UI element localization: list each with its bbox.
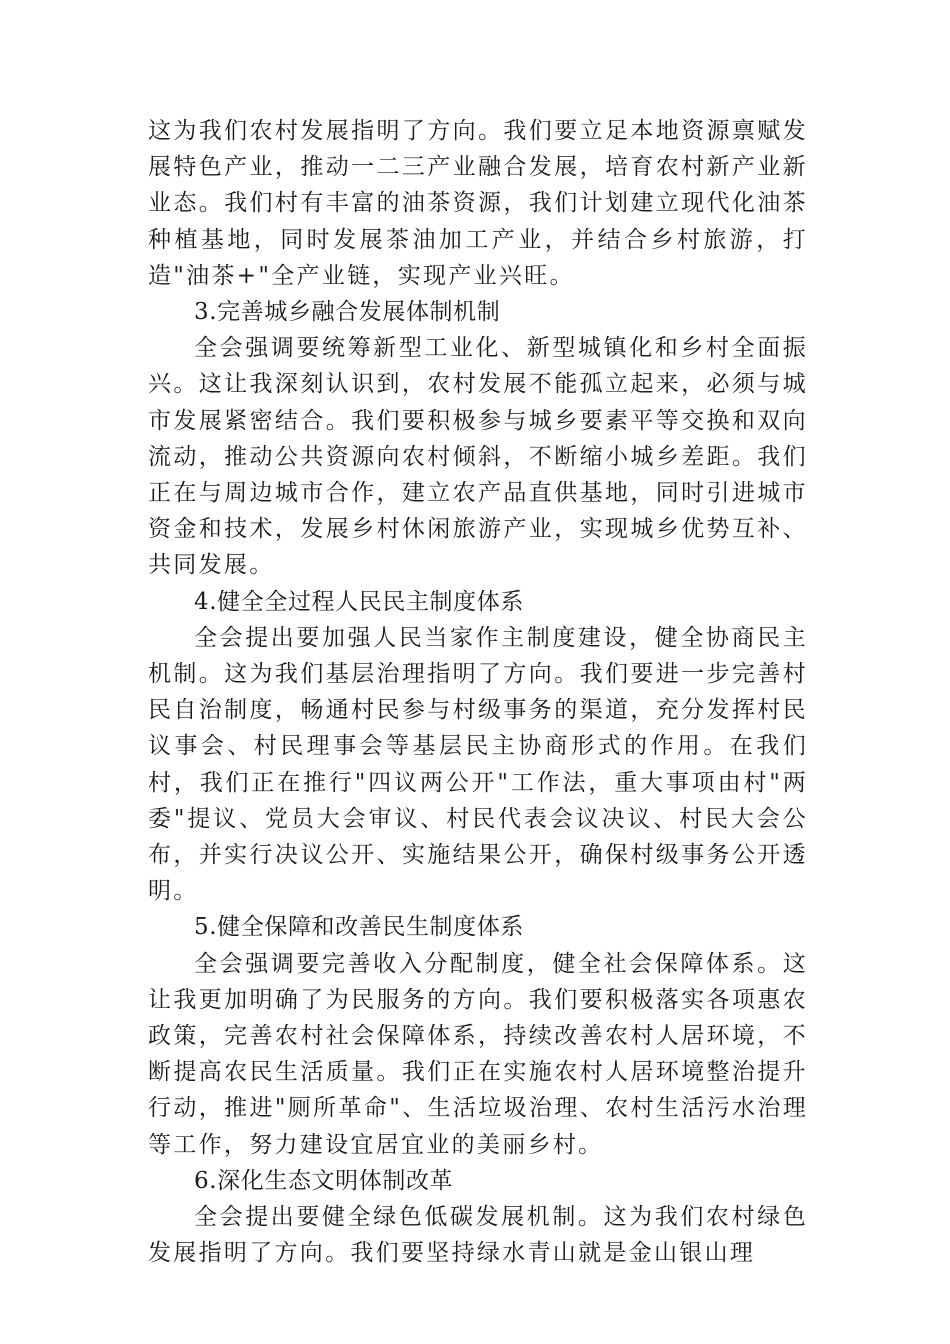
section-heading: 5.健全保障和改善民生制度体系	[194, 914, 524, 941]
section-heading: 6.深化生态文明体制改革	[194, 1167, 454, 1194]
body-paragraph: 全会提出要健全绿色低碳发展机制。这为我们农村绿色发展指明了方向。我们要坚持绿水青山就是金山银山理	[148, 1204, 808, 1267]
section-heading: 4.健全全过程人民民主制度体系	[194, 588, 524, 615]
body-paragraph: 这为我们农村发展指明了方向。我们要立足本地资源禀赋发展特色产业，推动一二三产业融合发展，培育农村新产业新业态。我们村有丰富的油茶资源，我们计划建立现代化油茶种植基地，同时发展茶油加工产业，并结合乡村旅游，打造"油茶+"全产业链，实现产业兴旺。	[148, 118, 808, 289]
body-paragraph: 全会提出要加强人民当家作主制度建设，健全协商民主机制。这为我们基层治理指明了方向。我们要进一步完善村民自治制度，畅通村民参与村级事务的渠道，充分发挥村民议事会、村民理事会等基层民主协商形式的作用。在我们村，我们正在推行"四议两公开"工作法，重大事项由村"两委"提议、党员大会审议、村民代表会议决议、村民大会公布，并实行决议公开、实施结果公开，确保村级事务公开透明。	[148, 624, 808, 905]
section-heading: 3.完善城乡融合发展体制机制	[194, 299, 501, 326]
body-paragraph: 全会强调要完善收入分配制度，健全社会保障体系。这让我更加明确了为民服务的方向。我们要积极落实各项惠农政策，完善农村社会保障体系，持续改善农村人居环境，不断提高农民生活质量。我们正在实施农村人居环境整治提升行动，推进"厕所革命"、生活垃圾治理、农村生活污水治理等工作，努力建设宜居宜业的美丽乡村。	[148, 950, 808, 1158]
document-page	[148, 113, 808, 1272]
body-paragraph: 全会强调要统筹新型工业化、新型城镇化和乡村全面振兴。这让我深刻认识到，农村发展不能孤立起来，必须与城市发展紧密结合。我们要积极参与城乡要素平等交换和双向流动，推动公共资源向农村倾斜，不断缩小城乡差距。我们正在与周边城市合作，建立农产品直供基地，同时引进城市资金和技术，发展乡村休闲旅游产业，实现城乡优势互补、共同发展。	[148, 335, 808, 579]
